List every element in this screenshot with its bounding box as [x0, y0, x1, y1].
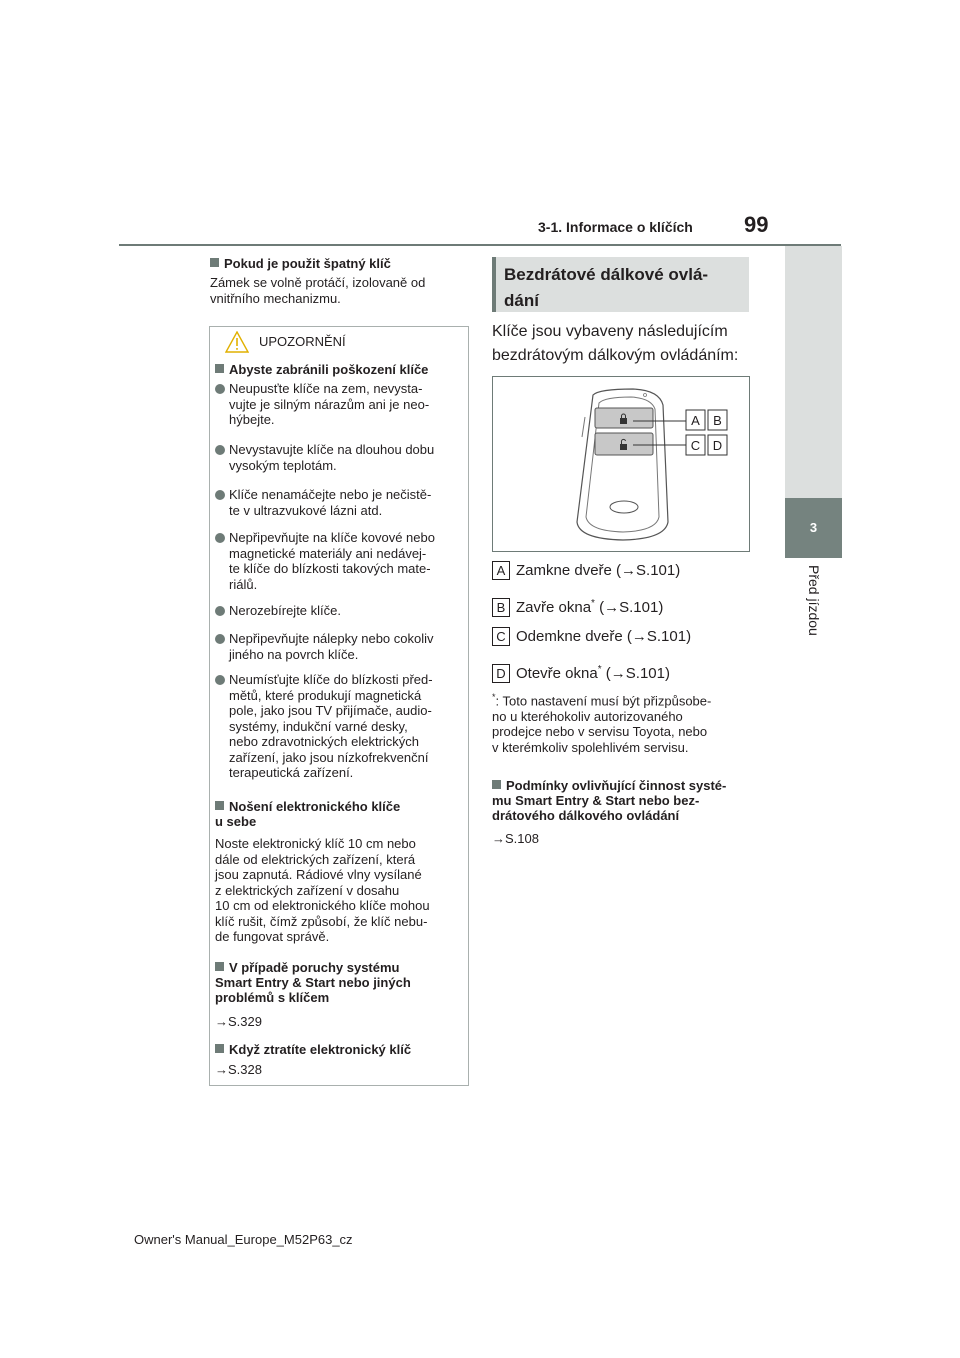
square-bullet-icon [215, 962, 224, 971]
conditions-ref-link[interactable]: →S.108 [492, 831, 539, 846]
footnote: *: Toto nastavení musí být přizpůsobe- no u kteréhokoliv autorizovaného prodejce nebo v servisu Toyota, nebo v kterémkoliv spolehlivém servisu. [492, 692, 712, 755]
key-illustration-frame [492, 376, 750, 552]
intro-text: Klíče jsou vybaveny následujícím bezdrátovým dálkovým ovládáním: [492, 323, 739, 364]
square-bullet-icon [492, 780, 501, 789]
caution-header [209, 326, 469, 356]
circle-bullet-icon [215, 490, 225, 500]
circle-bullet-icon [215, 606, 225, 616]
caution-item: Neupusťte klíče na zem, nevysta- vujte je silným nárazům ani je neo- hýbejte. [215, 381, 465, 428]
unlock-doors-ref-link[interactable]: Odemkne dveře (→S.101) [516, 628, 692, 645]
heading-malfunction: V případě poruchy systému Smart Entry & Start nebo jiných problémů s klíčem [215, 960, 411, 1005]
circle-bullet-icon [215, 533, 225, 543]
square-bullet-icon [215, 801, 224, 810]
square-bullet-icon [215, 1044, 224, 1053]
callout-a: A [691, 413, 700, 428]
carry-key-text: Noste elektronický klíč 10 cm nebo dále od elektrických zařízení, která jsou zapnutá. Rádiové vlny vysílané z elektrických zařízení v dosahu 10 cm od elektronického klíče mohou klíč rušit, čímž způsobí, že klíč nebu- de fungovat správě. [215, 836, 430, 944]
lock-doors-ref-link[interactable]: Zamkne dveře (→S.101) [516, 562, 681, 579]
list-item: B Zavře okna* (→S.101) [492, 594, 663, 618]
callout-b: B [713, 413, 722, 428]
caution-title: UPOZORNĚNÍ [259, 334, 346, 349]
callout-c: C [690, 438, 701, 453]
heading-carry-key: Nošení elektronického klíče u sebe [215, 799, 401, 829]
label-a: A [492, 561, 510, 580]
chapter-title: Před jízdou [806, 565, 822, 636]
label-b: B [492, 598, 510, 617]
chapter-tab-bar [785, 246, 842, 498]
caution-item: Klíče nenamáčejte nebo je nečistě- te v ultrazvukové lázni atd. [215, 487, 465, 518]
callout-d: D [712, 438, 723, 453]
caution-item: Neumísťujte klíče do blízkosti před- mětů, které produkují magnetická pole, jako jsou TV přijímače, audio- systémy, indukční varné desky, nebo zdravotnických elektrických zařízení, jako jsou nízkofrekvenční terapeutická zařízení. [215, 672, 465, 781]
caution-item: Nepřipevňujte nálepky nebo cokoliv jiného na povrch klíče. [215, 631, 465, 662]
heading-lost-key: Když ztratíte elektronický klíč [215, 1042, 465, 1057]
square-bullet-icon [215, 364, 224, 373]
close-windows-ref-link[interactable]: (→S.101) [594, 599, 664, 616]
list-item [492, 627, 691, 647]
chapter-number-tab[interactable]: 3 [785, 498, 842, 558]
circle-bullet-icon [215, 675, 225, 685]
header-rule [119, 244, 841, 246]
wrong-key-text: Zámek se volně protáčí, izolovaně od vnitřního mechanizmu. [210, 275, 426, 306]
caution-item: Nepřipevňujte na klíče kovové nebo magnetické materiály ani nedávej- te klíče do blízkosti takových mate- riálů. [215, 530, 465, 592]
heading-wrong-key: Pokud je použit špatný klíč [210, 256, 470, 271]
open-windows-ref-link[interactable]: (→S.101) [601, 665, 670, 682]
label-c: C [492, 627, 510, 646]
list-item [492, 561, 680, 581]
caution-heading: Abyste zabránili poškození klíče [215, 362, 465, 377]
list-item: D Otevře okna* (→S.101) [492, 660, 670, 684]
malfunction-ref-link[interactable]: →S.329 [215, 1014, 262, 1029]
circle-bullet-icon [215, 384, 225, 394]
page-number: 99 [744, 212, 769, 237]
warning-triangle-icon [225, 331, 249, 353]
caution-item: Nevystavujte klíče na dlouhou dobu vysokým teplotám. [215, 442, 465, 473]
circle-bullet-icon [215, 445, 225, 455]
label-d: D [492, 664, 510, 683]
heading-conditions: Podmínky ovlivňující činnost systé- mu Smart Entry & Start nebo bez- drátového dálkového ovládání [492, 778, 727, 823]
lost-key-ref-link[interactable]: →S.328 [215, 1062, 262, 1077]
circle-bullet-icon [215, 634, 225, 644]
section-header: 3-1. Informace o klíčích [538, 219, 693, 235]
square-bullet-icon [210, 258, 219, 267]
caution-item: Nerozebírejte klíče. [215, 603, 465, 619]
remote-key-illustration [493, 377, 749, 551]
section-title: Bezdrátové dálkové ovlá- dání [492, 257, 749, 312]
footer-text: Owner's Manual_Europe_M52P63_cz [134, 1232, 353, 1247]
